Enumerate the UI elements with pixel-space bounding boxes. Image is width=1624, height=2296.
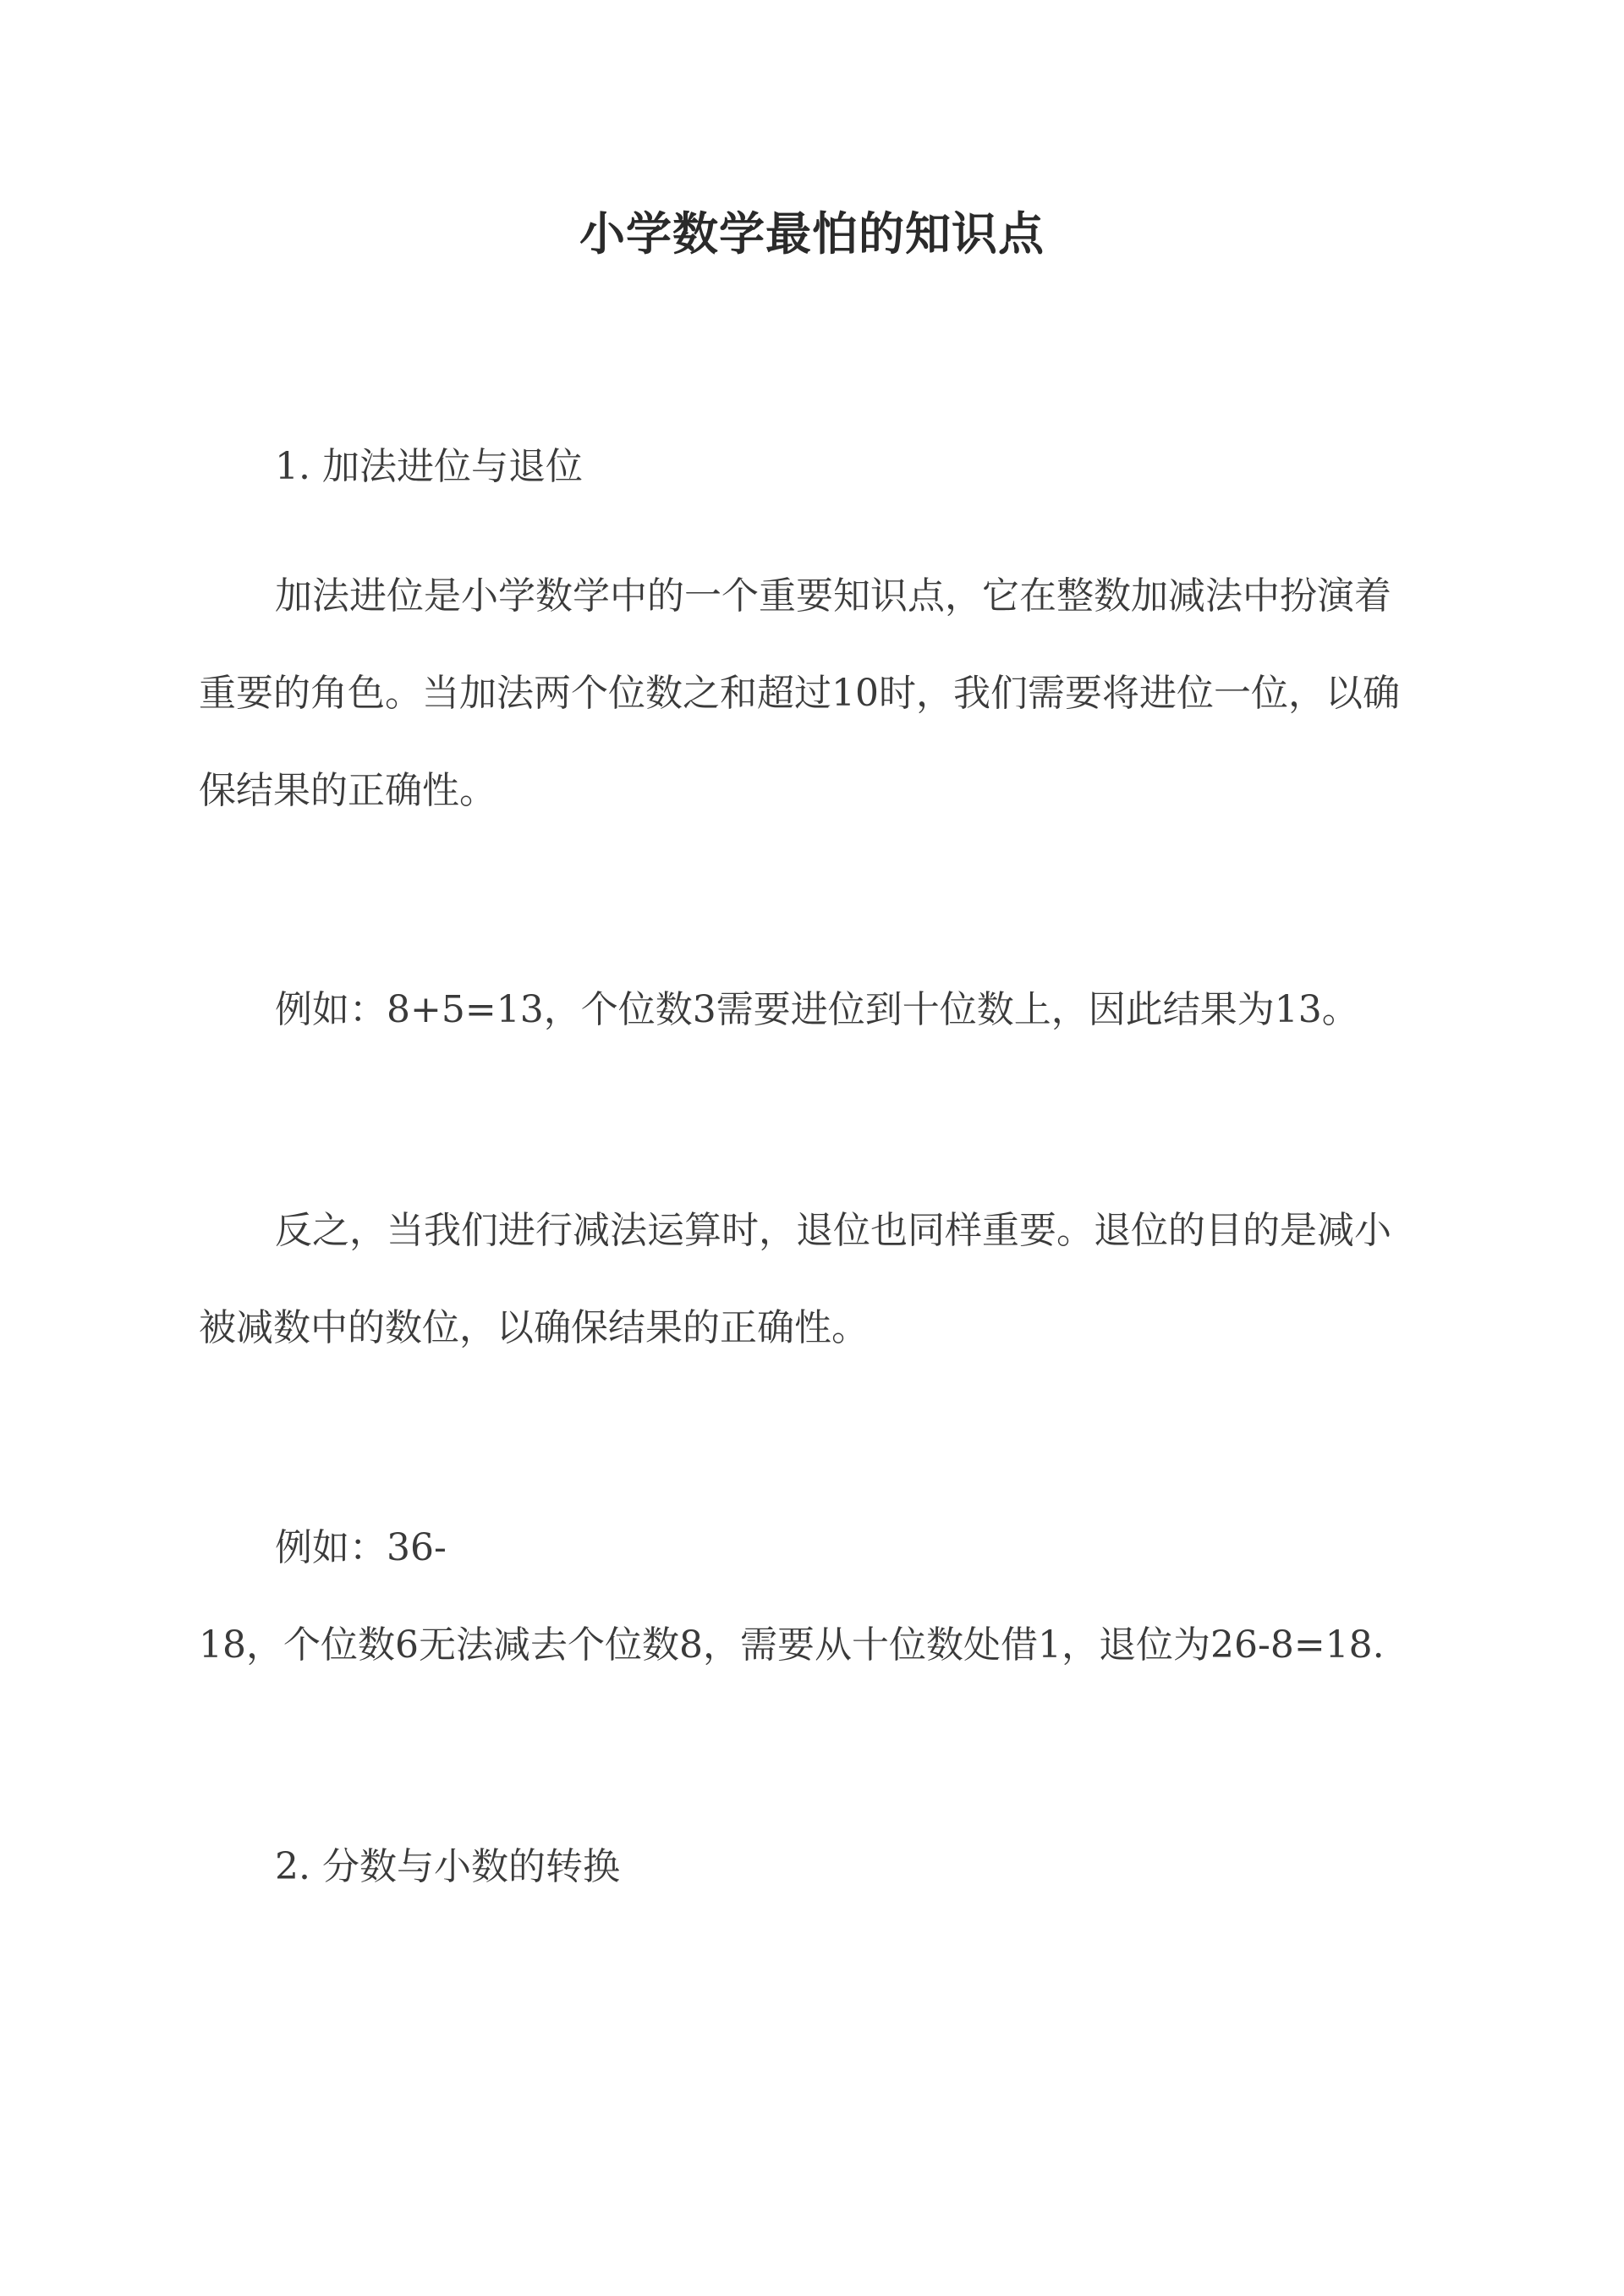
paragraph-2-line-2: 被减数中的数位，以确保结果的正确性。	[199, 1306, 869, 1349]
paragraph-2-line-1: 反之，当我们进行减法运算时，退位也同样重要。退位的目的是减小	[275, 1209, 1391, 1252]
example-1: 例如：8+5=13，个位数3需要进位到十位数上，因此结果为13。	[275, 988, 1359, 1031]
paragraph-1-line-2: 重要的角色。当加法两个位数之和超过10时，我们需要将进位一位，以确	[199, 672, 1400, 715]
paragraph-1-line-1: 加法进位是小学数学中的一个重要知识点，它在整数加减法中扮演着	[275, 574, 1391, 618]
section-heading-1: 1. 加法进位与退位	[275, 445, 583, 488]
example-2-line-1: 例如：36-	[275, 1526, 447, 1569]
document-title: 小学数学最怕的知识点	[579, 206, 1045, 261]
section-heading-2: 2. 分数与小数的转换	[275, 1845, 620, 1888]
example-2-line-2: 18，个位数6无法减去个位数8，需要从十位数处借1，退位为26-8=18.	[199, 1623, 1385, 1667]
paragraph-1-line-3: 保结果的正确性。	[199, 769, 497, 812]
